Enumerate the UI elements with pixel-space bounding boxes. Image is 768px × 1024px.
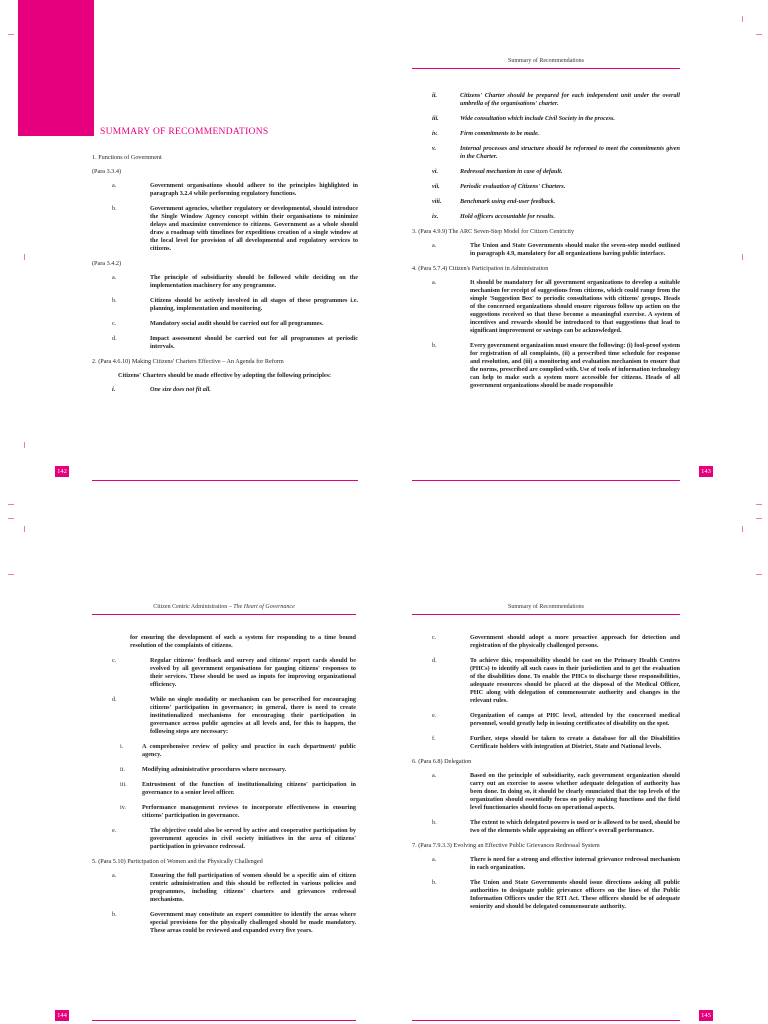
footer-rule xyxy=(92,480,358,481)
list-item-text: Modifying administrative procedures where necessary. xyxy=(142,766,287,773)
crop-mark xyxy=(742,16,743,22)
list-marker: b. xyxy=(112,205,117,212)
list-item-text: Government agencies, whether regulatory or developmental, should introduce the Single Window Agency concept within their organisations to minimize delays and maximize convenience to citizens. Government as a whole should draw a roadmap with timelines for expeditious creation of a single window at the local level for provision of all developmental and regulatory services to citizens. xyxy=(150,205,358,252)
list-item-text: Every government organization must ensure the following: (i) fool-proof system for registration of all complaints, (ii) a prescribed time schedule for response and resolution, and (iii) a monitoring and evaluation mechanism to ensure that the norms, prescribed are complied with. Use of tools of information technology can help to make such a system more accessible for citizens. Heads of all government organizations should be made responsible xyxy=(470,342,680,389)
crop-mark xyxy=(8,34,14,35)
crop-mark xyxy=(24,442,25,448)
list-item-text: A comprehensive review of policy and practice in each department/ public agency. xyxy=(142,743,356,758)
list-marker: d. xyxy=(112,696,117,703)
crop-mark xyxy=(756,34,762,35)
list-item xyxy=(92,274,358,290)
list-marker: c. xyxy=(112,657,117,664)
page-number: 143 xyxy=(699,466,713,477)
running-head xyxy=(92,604,356,610)
list-item-text: Citizens should be actively involved in all stages of these programmes i.e. planning, implementation and monitoring. xyxy=(150,297,358,312)
list-item xyxy=(92,872,356,904)
list-item xyxy=(412,772,680,812)
list-marker: b. xyxy=(432,819,437,826)
list-item-text: Periodic evaluation of Citizens' Charters. xyxy=(460,183,566,190)
page-title: SUMMARY OF RECOMMENDATIONS xyxy=(100,127,269,137)
list-marker: iv. xyxy=(432,130,438,137)
footer-rule xyxy=(412,480,680,481)
list-item-text: One size does not fit all. xyxy=(150,386,211,393)
list-item xyxy=(412,634,680,650)
page-145 xyxy=(384,512,768,1024)
page-body xyxy=(412,634,680,918)
section-heading: 4. (Para 5.7.4) Citizen's Participation in Administration xyxy=(412,265,549,272)
list-item xyxy=(412,168,680,176)
section-heading: 6. (Para 6.8) Delegation xyxy=(412,758,472,765)
list-item xyxy=(92,205,358,253)
list-marker: a. xyxy=(432,242,437,249)
list-item-text: Citizens' Charter should be prepared for each independent unit under the overall umbrella of the organisations' charter. xyxy=(460,92,680,107)
list-marker: b. xyxy=(432,342,437,349)
list-item xyxy=(92,781,356,797)
header-rule xyxy=(412,614,680,615)
crop-mark xyxy=(24,526,25,532)
list-item xyxy=(412,130,680,138)
list-marker: a. xyxy=(112,872,117,879)
list-item xyxy=(412,879,680,911)
list-item-text: Mandatory social audit should be carried out for all programmes. xyxy=(150,320,324,327)
list-item xyxy=(92,297,358,313)
list-marker: b. xyxy=(432,879,437,886)
list-marker: ii. xyxy=(432,92,437,99)
crop-mark xyxy=(756,574,762,575)
list-item-text: Internal processes and structure should be reformed to meet the commitments given in the Charter. xyxy=(460,145,680,160)
list-item xyxy=(92,743,356,759)
list-item xyxy=(412,213,680,221)
section-heading: 7. (Para 7.9.3.3) Evolving an Effective Public Grievances Redressal System xyxy=(412,842,600,849)
crop-mark xyxy=(8,574,14,575)
section-heading: 5. (Para 5.10) Participation of Women and the Physically Challenged xyxy=(92,858,263,865)
page-body xyxy=(92,128,358,401)
list-item xyxy=(412,819,680,835)
list-item-text: While no single modality or mechanism can be prescribed for encouraging citizens' participation in governance; in general, there is need to create institutionalized mechanisms for encouraging their participation in governance across public agencies at all levels and, for this to happen, the following steps are necessary: xyxy=(150,696,356,735)
list-marker: a. xyxy=(432,772,437,779)
list-item xyxy=(92,320,358,328)
list-marker: b. xyxy=(112,911,117,918)
list-item xyxy=(92,827,356,851)
list-marker: a. xyxy=(112,182,117,189)
list-item-text: Ensuring the full participation of women should be a specific aim of citizen centric administration and this should be reflected in various policies and programmes, including citizens' charters and grievances redressal mechanisms. xyxy=(150,872,356,903)
list-marker: ii. xyxy=(120,766,125,773)
list-item-text: Benchmark using end-user feedback. xyxy=(460,198,556,205)
list-marker: ix. xyxy=(432,213,439,220)
page-body xyxy=(412,92,680,397)
crop-mark xyxy=(8,518,14,519)
list-item xyxy=(92,804,356,820)
list-item-text: There is need for a strong and effective internal grievance redressal mechanism in each organization. xyxy=(470,856,680,871)
page-143 xyxy=(384,0,768,512)
list-item xyxy=(412,712,680,728)
list-item-text: Redressal mechanism in case of default. xyxy=(460,168,563,175)
header-rule xyxy=(92,614,356,615)
section-heading: 1. Functions of Government xyxy=(92,154,162,161)
list-marker: i. xyxy=(112,386,116,393)
continued-paragraph: for ensuring the development of such a system for responding to a time bound resolution of the complaints of citizens. xyxy=(130,634,356,649)
list-marker: a. xyxy=(432,856,437,863)
list-item-text: The principle of subsidiarity should be followed while deciding on the implementation machinery for any programme. xyxy=(150,274,358,289)
list-item-text: Impact assessment should be carried out for all programmes at periodic intervals. xyxy=(150,335,358,350)
list-marker: c. xyxy=(112,320,117,327)
page-body xyxy=(92,634,356,942)
para-reference: (Para 3.3.4) xyxy=(92,168,122,175)
list-marker: i. xyxy=(120,743,124,750)
block-list xyxy=(412,92,680,390)
list-item-text: Organization of camps at PHC level, attended by the concerned medical personnel, would greatly help in issuing certificates of disability on the spot. xyxy=(470,712,680,727)
block-list xyxy=(92,634,356,935)
list-item-text: To achieve this, responsibility should be cast on the Primary Health Centres (PHCs) to identify all such cases in their jurisdiction and to get the evaluation of the disabilities done. To enable the PHCs to discharge these responsibilities, adequate resources should be placed at the disposal of the Medical Officer, PHC along with delegation of commensurate authority and changes in the relevant rules. xyxy=(470,657,680,704)
list-item xyxy=(412,342,680,390)
page-number: 142 xyxy=(55,466,69,477)
crop-mark xyxy=(742,254,743,260)
crop-mark xyxy=(8,504,14,505)
list-marker: iii. xyxy=(120,781,127,788)
footer-rule xyxy=(92,1020,356,1021)
block-list xyxy=(92,154,358,394)
list-marker: e. xyxy=(432,712,437,719)
crop-mark xyxy=(756,518,762,519)
list-item xyxy=(412,115,680,123)
list-item xyxy=(92,911,356,935)
intro-paragraph: Citizens' Charters should be made effective by adopting the following principles: xyxy=(118,372,332,379)
list-item-text: The objective could also be served by active and cooperative participation by government agencies in civil society initiatives in the area of citizens' participation in grievance redressal. xyxy=(150,827,356,850)
section-heading: 3. (Para 4.9.9) The ARC Seven-Step Model for Citizen Centricity xyxy=(412,228,575,235)
list-item xyxy=(412,279,680,335)
list-item-text: Hold officers accountable for results. xyxy=(460,213,555,220)
list-marker: vi. xyxy=(432,168,439,175)
list-marker: d. xyxy=(112,335,117,342)
running-head-prefix: Citizen Centric Administration – xyxy=(153,604,234,610)
list-marker: d. xyxy=(432,657,437,664)
page-number: 144 xyxy=(55,1010,69,1021)
list-item-text: Further, steps should be taken to create a database for all the Disabilities Certificate holders with integration at District, State and National levels. xyxy=(470,735,680,750)
list-item-text: Based on the principle of subsidiarity, each government organization should carry out an exercise to assess whether adequate delegation of authority has been done. In doing so, it should be clearly enunciated that the top levels of the organization should essentially focus on policy making functions and the field level functionaries should focus on operational aspects. xyxy=(470,772,680,811)
list-item xyxy=(92,335,358,351)
list-item-text: The Union and State Governments should make the seven-step model outlined in paragraph 4.9, mandatory for all organizations having public interface. xyxy=(470,242,680,257)
list-item xyxy=(92,657,356,689)
list-item-text: Performance management reviews to incorporate effectiveness in ensuring citizens' participation in governance. xyxy=(142,804,356,819)
section-heading: 2. (Para 4.6.10) Making Citizens' Charters Effective – An Agenda for Reform xyxy=(92,358,284,365)
list-marker: iii. xyxy=(432,115,439,122)
list-marker: e. xyxy=(112,827,117,834)
list-item xyxy=(412,242,680,258)
crop-mark xyxy=(24,254,25,260)
list-marker: a. xyxy=(112,274,117,281)
list-item xyxy=(412,183,680,191)
footer-rule xyxy=(412,1020,680,1021)
list-marker: c. xyxy=(432,634,437,641)
header-rule xyxy=(412,68,680,69)
list-marker: iv. xyxy=(120,804,126,811)
list-item xyxy=(92,386,358,394)
running-head-italic: The Heart of Governance xyxy=(233,604,295,610)
page-142 xyxy=(0,0,384,512)
crop-mark xyxy=(756,504,762,505)
list-item xyxy=(412,856,680,872)
list-item xyxy=(92,182,358,198)
list-marker: b. xyxy=(112,297,117,304)
page-number: 145 xyxy=(699,1010,713,1021)
list-item-text: Government may constitute an expert committee to identify the areas where special provisions for the physically challenged should be made mandatory. These areas could be reviewed and expanded every five years. xyxy=(150,911,356,934)
running-head: Summary of Recommendations xyxy=(508,58,584,64)
list-item xyxy=(412,198,680,206)
block-list xyxy=(412,634,680,911)
list-item-text: Entrustment of the function of institutionalizing citizens' participation in governance to a senior level officer. xyxy=(142,781,356,796)
list-item-text: Regular citizens' feedback and survey and citizens' report cards should be evolved by all government organisations for gauging citizens' responses to their services. These should be used as inputs for improving organizational efficiency. xyxy=(150,657,356,688)
list-item-text: Government organisations should adhere to the principles highlighted in paragraph 3.2.4 while performing regulatory functions. xyxy=(150,182,358,197)
list-item xyxy=(412,657,680,705)
list-item-text: The Union and State Governments should issue directions asking all public authorities to designate public grievance officers on the lines of the Public Information Officers under the RTI Act. These officers should be of adequate seniority and should be delegated commensurate authority. xyxy=(470,879,680,910)
page-144 xyxy=(0,512,384,1024)
list-marker: f. xyxy=(432,735,436,742)
list-marker: vii. xyxy=(432,183,440,190)
running-head: Summary of Recommendations xyxy=(508,604,584,610)
list-marker: v. xyxy=(432,145,437,152)
list-marker: a. xyxy=(432,279,437,286)
pink-corner-block xyxy=(18,0,94,136)
list-item xyxy=(412,92,680,108)
list-marker: viii. xyxy=(432,198,442,205)
list-item xyxy=(92,696,356,736)
list-item-text: It should be mandatory for all government organizations to develop a suitable mechanism for receipt of suggestions from citizens, which could range from the simple 'Suggestion Box' to periodic consultations with citizens' groups. Heads of the concerned organizations should ensure rigorous follow up action on the suggestions received so that these become a meaningful exercise. A system of incentives and rewards should be introduced to that suggestions that lead to significant improvement or savings can be acknowledged. xyxy=(470,279,680,334)
list-item xyxy=(412,735,680,751)
list-item-text: Firm commitments to be made. xyxy=(460,130,540,137)
crop-mark xyxy=(742,526,743,532)
list-item xyxy=(412,145,680,161)
list-item-text: Wide consultation which include Civil Society in the process. xyxy=(460,115,615,122)
list-item-text: The extent to which delegated powers is used or is allowed to be used, should be two of the elements while appraising an officer's overall performance. xyxy=(470,819,680,834)
list-item xyxy=(92,766,356,774)
list-item-text: Government should adopt a more proactive approach for detection and registration of the physically challenged persons. xyxy=(470,634,680,649)
para-reference: (Para 3.4.2) xyxy=(92,260,122,267)
